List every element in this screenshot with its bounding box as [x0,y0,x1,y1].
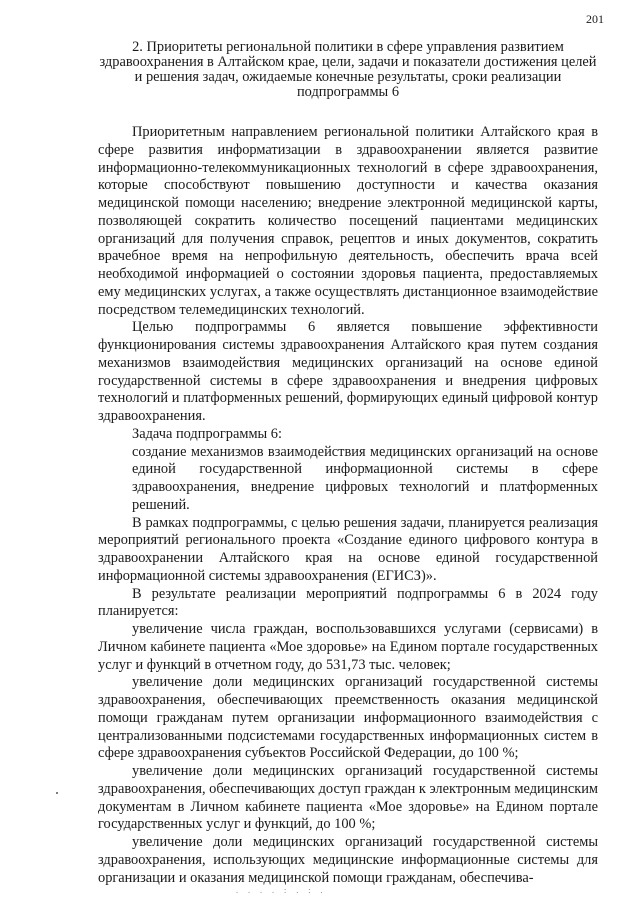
paragraph-expected-results-intro: В результате реализации мероприятий подпрограммы 6 в 2024 году планируется: [98,585,598,620]
margin-dot [56,792,58,794]
paragraph-task-heading: Задача подпрограммы 6: [132,425,283,442]
footer-scan-marks: . . . . : . : . [236,886,327,895]
body-text [98,124,598,887]
page-number: 201 [586,12,604,26]
list-item-result-mis-usage: увеличение доли медицинских организаций государственной системы здравоохранения, использующих медицинские информационные системы для организации и оказания медицинской помощи гражданам, обеспечива- [98,834,598,886]
list-item-result-citizens: увеличение числа граждан, воспользовавшихся услугами (сервисами) в Личном кабинете пациента «Мое здоровье» на Едином портале государственных услуг и функций в отчетном году, до 531,73 тыс. человек; [98,621,598,673]
list-item-result-continuity: увеличение доли медицинских организаций государственной системы здравоохранения, обеспечивающих преемственность оказания медицинской помощи гражданам путем организации информационного взаимодействия с централизованными подсистемами государственных информационных систем в сфере здравоохранения субъектов Российской Федерации, до 100 %; [98,674,598,762]
paragraph-task-description: создание механизмов взаимодействия медицинских организаций на основе единой государственной информационной системы в сфере здравоохранения, внедрение цифровых технологий и платформенных решений. [132,443,598,513]
paragraph-priority-direction: Приоритетным направлением региональной политики Алтайского края в сфере развития информатизации в здравоохранении является развитие информационно-телекоммуникационных технологий в сфере здравоохранения, которые способствуют повышению доступности и качества оказания медицинской помощи населению; внедрение электронной медицинской карты, позволяющей сократить количество посещений пациентами медицинских организаций для получения справок, рецептов и иных документов, сократить врачебное время на непрофильную деятельность, обеспечить врача всей необходимой информацией о состоянии здоровья пациента, предоставляемых ему медицинских услугах, а также осуществлять дистанционное взаимодействие посредством телемедицинских технологий. [98,124,598,318]
paragraph-goal: Целью подпрограммы 6 является повышение эффективности функционирования системы здравоохранения Алтайского края путем создания механизмов взаимодействия медицинских организаций на основе единой государственной системы в сфере здравоохранения и внедрения цифровых технологий и платформенных решений, формирующих единый цифровой контур здравоохранения. [98,319,598,424]
section-heading: 2. Приоритеты региональной политики в сфере управления развитием здравоохранения в Алтайском крае, цели, задачи и показатели достижения целей и решения задач, ожидаемые конечные результаты, сроки реализации подпрограммы 6 [99,39,597,100]
list-item-result-access: увеличение доли медицинских организаций государственной системы здравоохранения, обеспечивающих доступ граждан к электронным медицинским документам в Личном кабинете пациента «Мое здоровье» на Едином портале государственных услуг и функций, до 100 %; [98,763,599,833]
paragraph-regional-project: В рамках подпрограммы, с целью решения задачи, планируется реализация мероприятий регионального проекта «Создание единого цифрового контура в здравоохранении Алтайского края на основе единой государственной информационной системы здравоохранения (ЕГИСЗ)». [98,514,598,584]
